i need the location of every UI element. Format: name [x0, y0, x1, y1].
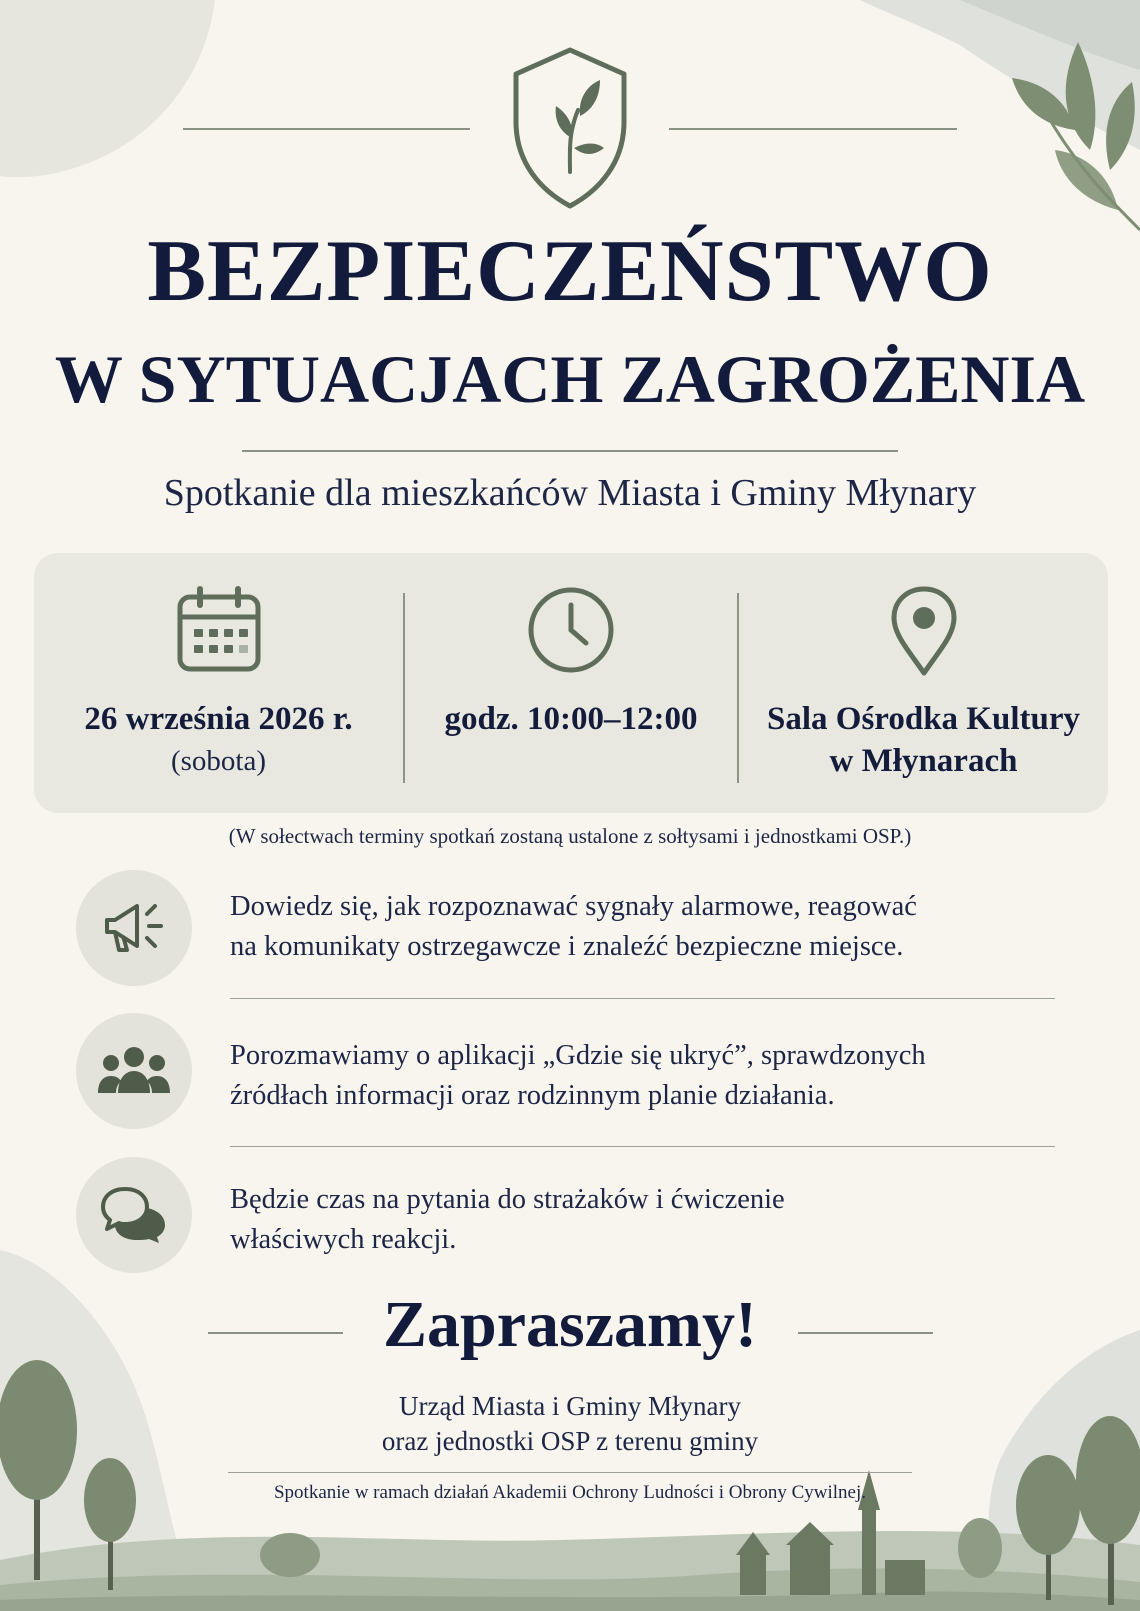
title-line-2: W SYTUACJACH ZAGROŻENIA [54, 341, 1086, 417]
feature-icon-circle-2 [76, 1013, 192, 1129]
feature-divider-1 [230, 998, 1055, 999]
calendar-icon [174, 585, 264, 675]
organizers-line-2: oraz jednostki OSP z terenu gminy [381, 1426, 759, 1456]
subtitle: Spotkanie dla mieszkańców Miasta i Gminy Młynary [163, 472, 977, 514]
invite-heading: Zapraszamy! [383, 1288, 757, 1361]
title-underline [242, 450, 898, 452]
footnote: Spotkanie w ramach działań Akademii Ochrony Ludności i Obrony Cywilnej. [273, 1482, 867, 1503]
top-rule-right [669, 128, 957, 130]
feature-3-line-1: Będzie czas na pytania do strażaków i ćwiczenie [230, 1184, 785, 1215]
feature-divider-2 [230, 1146, 1055, 1147]
top-left-blob [0, 0, 215, 177]
feature-2-line-2: źródłach informacji oraz rodzinnym planie działania. [230, 1080, 835, 1111]
clock-icon [526, 585, 616, 675]
feature-1-line-2: na komunikaty ostrzegawcze i znaleźć bezpieczne miejsce. [230, 931, 904, 962]
footnote-rule [228, 1472, 912, 1473]
info-place-column [739, 553, 1108, 813]
info-date-column [34, 553, 403, 813]
location-pin-icon [889, 585, 959, 677]
title-line-1: BEZPIECZEŃSTWO [147, 223, 993, 320]
event-place-line-1: Sala Ośrodka Kultury [767, 701, 1080, 737]
solectwa-note: (W sołectwach terminy spotkań zostaną ustalone z sołtysami i jednostkami OSP.) [228, 824, 912, 848]
feature-3-line-2: właściwych reakcji. [230, 1224, 457, 1255]
info-time-column [405, 553, 737, 813]
top-rule-left [183, 128, 470, 130]
event-time: godz. 10:00–12:00 [444, 701, 698, 737]
feature-icon-circle-1 [76, 870, 192, 986]
feature-icon-circle-3 [76, 1157, 192, 1273]
feature-1-line-1: Dowiedz się, jak rozpoznawać sygnały alarmowe, reagować [230, 891, 917, 922]
organizers-line-1: Urząd Miasta i Gminy Młynary [399, 1391, 741, 1421]
event-day: (sobota) [170, 745, 267, 777]
feature-text-1 [230, 887, 1070, 967]
event-date: 26 września 2026 r. [84, 701, 353, 737]
shield-leaf-icon [500, 44, 640, 214]
feature-text-3 [230, 1180, 1070, 1260]
megaphone-icon [99, 898, 169, 958]
chat-bubbles-icon [99, 1185, 169, 1245]
event-place-line-2: w Młynarach [829, 743, 1018, 779]
feature-text-2 [230, 1036, 1070, 1116]
feature-2-line-1: Porozmawiamy o aplikacji „Gdzie się ukryć”, sprawdzonych [230, 1040, 926, 1071]
people-group-icon [98, 1045, 170, 1097]
